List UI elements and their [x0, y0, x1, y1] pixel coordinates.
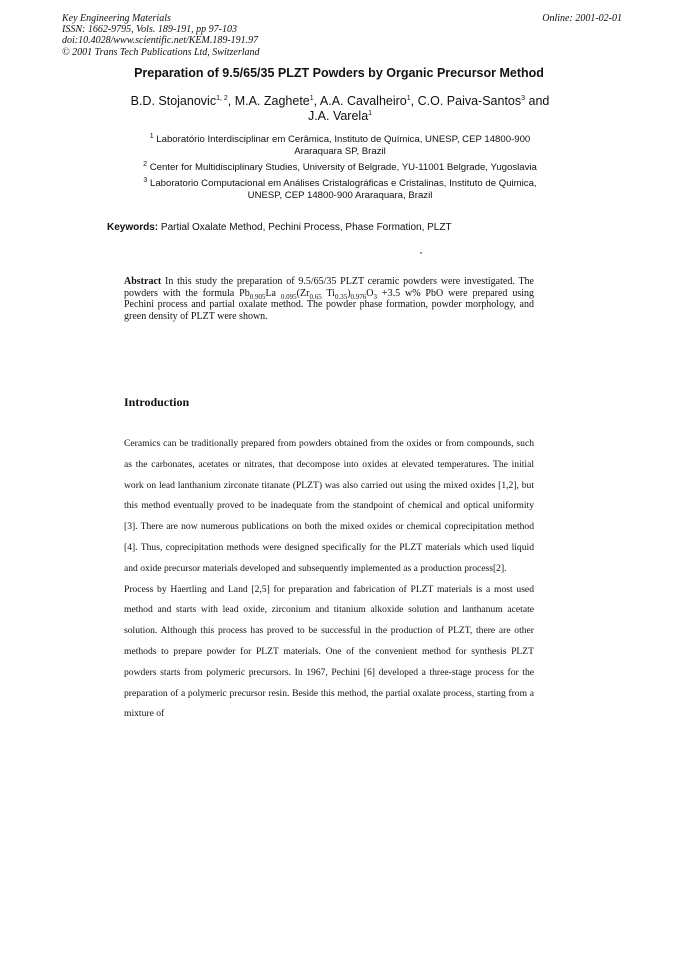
abstract-label: Abstract — [124, 276, 162, 287]
formula-subscript: 0.095 — [280, 292, 297, 301]
author-name: B.D. Stojanovic — [130, 94, 217, 108]
author-affiliation-mark: 3 — [521, 94, 526, 102]
abstract-text: +3.5 w% PbO were prepared using Pechini process and partial oxalate method. The powder phase formation, powder morphology, and green density of PLZT were shown. — [124, 287, 534, 323]
affiliation-mark: 3 — [143, 176, 148, 184]
author-affiliation-mark: 1 — [309, 94, 314, 102]
author-affiliation-mark: 1 — [406, 94, 411, 102]
paragraph: Ceramics can be traditionally prepared from powders obtained from the oxides or from compounds, such as the carbonates, acetates or nitrates, that decompose into oxides at elevated temperatures. The initial work on lead lanthanium zirconate titanate (PLZT) was also carried out using the mixed oxides [1,2], but this method eventually proved to be inadequate from the standpoint of chemical and optical uniformity [3]. There are now numerous publications on both the mixed oxides or chemical coprecipitation method [4]. Thus, coprecipitation methods were designed specifically for the PLZT materials which used liquid and oxide precursor materials developed and subsequently implemented as a production process[2]. — [124, 438, 534, 574]
affiliation-3 — [80, 178, 600, 201]
author-name: J.A. Varela — [307, 109, 369, 123]
online-date: Online: 2001-02-01 — [542, 13, 622, 24]
affiliation-mark: 2 — [143, 160, 148, 168]
author-list — [90, 94, 590, 124]
formula-subscript: 0.35 — [334, 292, 348, 301]
introduction-body — [124, 434, 534, 725]
journal-name: Key Engineering Materials — [62, 13, 171, 24]
abstract-text: O — [366, 287, 374, 299]
formula-subscript: 3 — [373, 292, 378, 301]
abstract-text: La — [265, 287, 281, 299]
abstract-text: Ti — [321, 287, 335, 299]
affiliation-text: Center for Multidisciplinary Studies, University of Belgrade, YU-11001 Belgrade, Yugoslavia — [149, 162, 537, 173]
author-name: , M.A. Zaghete — [227, 94, 310, 108]
affiliation-text: Laboratório Interdisciplinar em Cerâmica, Instituto de Química, UNESP, CEP 14800-900 — [156, 134, 531, 145]
keywords-label: Keywords: — [107, 222, 159, 233]
abstract-text: In this study the preparation of 9.5/65/35 PLZT ceramic powders were investigated. The powders with the formula Pb — [124, 276, 534, 299]
author-affiliation-mark: 1 — [368, 109, 373, 117]
abstract-text: (Zr — [296, 287, 310, 299]
abstract — [124, 276, 534, 323]
affiliation-2 — [80, 162, 600, 174]
affiliation-1 — [80, 134, 600, 157]
formula-subscript: 0.976 — [350, 292, 367, 301]
author-name: , C.O. Paiva-Santos — [410, 94, 522, 108]
paragraph: Process by Haertling and Land [2,5] for preparation and fabrication of PLZT materials is a most used method and starts with lead oxide, zirconium and titanium alkoxide solution and lanthanum acetate solution. Although this process has proved to be successful in the production of PLZT, there are other methods to prepare powder for PLZT materials. One of the convenient method for synthesis PLZT powders starts from polymeric precursors. In 1967, Pechini [6] developed a three-stage process for the preparation of a polymeric precursor resin. Beside this method, the partial oxalate process, starting from a mixture of — [124, 583, 534, 720]
affiliation-text: Laboratorio Computacional em Análises Cristalográficas e Cristalinas, Instituto de Quimica, — [149, 178, 537, 189]
journal-info — [62, 13, 260, 58]
formula-subscript: 0.905 — [249, 292, 266, 301]
author-affiliation-mark: 1, 2 — [216, 94, 228, 102]
author-conjunction: and — [525, 94, 550, 108]
formula-subscript: 0.65 — [309, 292, 322, 301]
keywords-text: Partial Oxalate Method, Pechini Process, Phase Formation, PLZT — [158, 222, 452, 233]
author-name: , A.A. Cavalheiro — [313, 94, 407, 108]
affiliation-text-line2: UNESP, CEP 14800-900 Araraquara, Brazil — [247, 189, 433, 201]
affiliation-text-line2: Araraquara SP, Brazil — [294, 145, 386, 157]
journal-issn: ISSN: 1662-9795, Vols. 189-191, pp 97-103 — [62, 24, 237, 36]
paper-title: Preparation of 9.5/65/35 PLZT Powders by Organic Precursor Method — [134, 66, 544, 80]
speck-mark — [420, 252, 422, 254]
section-heading-introduction: Introduction — [124, 395, 190, 409]
affiliation-mark: 1 — [149, 132, 154, 140]
journal-copyright: © 2001 Trans Tech Publications Ltd, Switzerland — [62, 46, 260, 58]
abstract-text: ) — [347, 287, 351, 299]
journal-doi: doi:10.4028/www.scientific.net/KEM.189-191.97 — [62, 35, 259, 47]
keywords-line — [107, 222, 452, 233]
